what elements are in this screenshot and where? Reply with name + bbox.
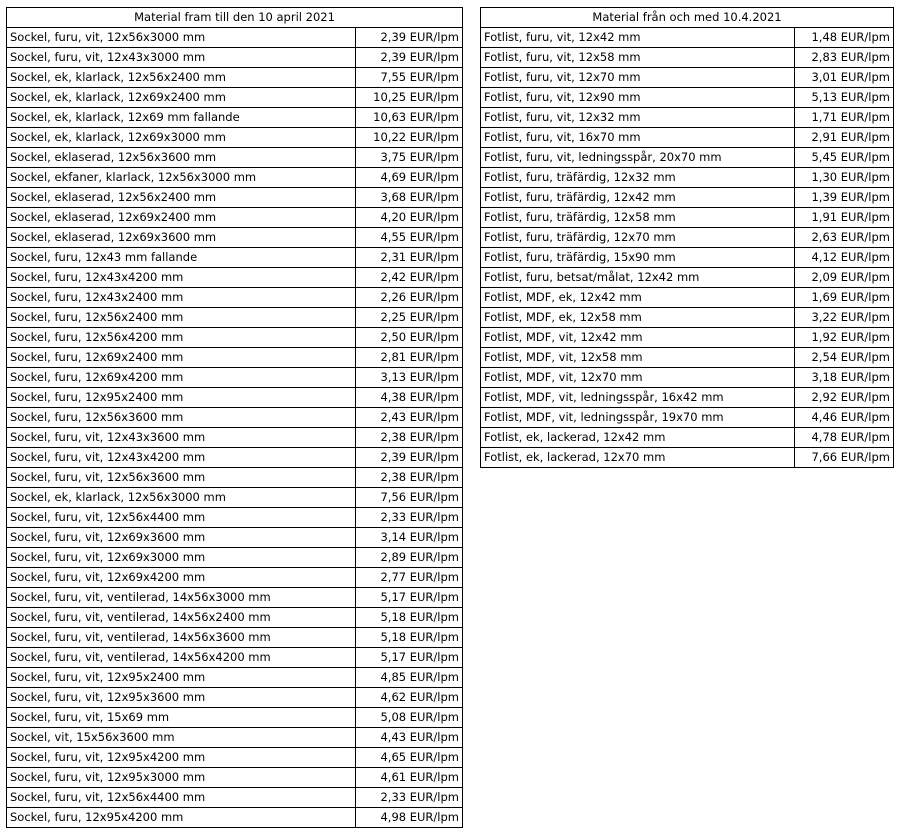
table-row	[7, 548, 463, 568]
table-row	[481, 348, 894, 368]
price-cell: 2,25 EUR/lpm	[356, 308, 463, 328]
product-name-cell: Sockel, furu, vit, 12x69x4200 mm	[7, 568, 356, 588]
price-cell: 5,17 EUR/lpm	[356, 588, 463, 608]
price-cell: 2,50 EUR/lpm	[356, 328, 463, 348]
price-cell: 4,38 EUR/lpm	[356, 388, 463, 408]
product-name-cell: Sockel, furu, vit, 12x95x3000 mm	[7, 768, 356, 788]
product-name-cell: Sockel, furu, 12x69x4200 mm	[7, 368, 356, 388]
table-row	[7, 648, 463, 668]
product-name-cell: Sockel, furu, vit, 12x56x3000 mm	[7, 28, 356, 48]
table-row	[7, 628, 463, 648]
table-row	[7, 808, 463, 828]
price-cell: 7,56 EUR/lpm	[356, 488, 463, 508]
price-cell: 2,63 EUR/lpm	[795, 228, 894, 248]
product-name-cell: Sockel, ek, klarlack, 12x69 mm fallande	[7, 108, 356, 128]
price-cell: 4,55 EUR/lpm	[356, 228, 463, 248]
table-row	[7, 488, 463, 508]
price-cell: 2,38 EUR/lpm	[356, 468, 463, 488]
table-row	[481, 288, 894, 308]
product-name-cell: Fotlist, furu, vit, 12x42 mm	[481, 28, 795, 48]
product-name-cell: Sockel, vit, 15x56x3600 mm	[7, 728, 356, 748]
price-cell: 5,13 EUR/lpm	[795, 88, 894, 108]
table-row	[481, 48, 894, 68]
product-name-cell: Sockel, furu, 12x56x2400 mm	[7, 308, 356, 328]
product-name-cell: Fotlist, MDF, vit, ledningsspår, 16x42 mm	[481, 388, 795, 408]
table-row	[7, 108, 463, 128]
table-row	[7, 88, 463, 108]
table-row	[7, 468, 463, 488]
price-cell: 3,01 EUR/lpm	[795, 68, 894, 88]
price-cell: 2,09 EUR/lpm	[795, 268, 894, 288]
table-header: Material från och med 10.4.2021	[481, 8, 894, 28]
table-row	[481, 88, 894, 108]
price-cell: 4,78 EUR/lpm	[795, 428, 894, 448]
table-header: Material fram till den 10 april 2021	[7, 8, 463, 28]
product-name-cell: Sockel, eklaserad, 12x69x3600 mm	[7, 228, 356, 248]
table-row	[481, 248, 894, 268]
product-name-cell: Sockel, furu, vit, ventilerad, 14x56x3600 mm	[7, 628, 356, 648]
table-row	[7, 388, 463, 408]
price-cell: 2,33 EUR/lpm	[356, 788, 463, 808]
product-name-cell: Fotlist, furu, vit, 12x90 mm	[481, 88, 795, 108]
price-cell: 3,22 EUR/lpm	[795, 308, 894, 328]
product-name-cell: Fotlist, ek, lackerad, 12x42 mm	[481, 428, 795, 448]
table-row	[481, 108, 894, 128]
price-cell: 5,17 EUR/lpm	[356, 648, 463, 668]
product-name-cell: Fotlist, MDF, vit, 12x70 mm	[481, 368, 795, 388]
product-name-cell: Sockel, ek, klarlack, 12x56x3000 mm	[7, 488, 356, 508]
product-name-cell: Sockel, furu, vit, 12x56x4400 mm	[7, 508, 356, 528]
product-name-cell: Sockel, furu, vit, 12x95x2400 mm	[7, 668, 356, 688]
product-name-cell: Sockel, eklaserad, 12x69x2400 mm	[7, 208, 356, 228]
price-cell: 2,39 EUR/lpm	[356, 448, 463, 468]
table-header-row	[481, 8, 894, 28]
product-name-cell: Sockel, furu, 12x56x3600 mm	[7, 408, 356, 428]
table-row	[7, 208, 463, 228]
table-row	[481, 168, 894, 188]
product-name-cell: Sockel, ekfaner, klarlack, 12x56x3000 mm	[7, 168, 356, 188]
table-row	[7, 668, 463, 688]
table-row	[7, 688, 463, 708]
table-row	[7, 608, 463, 628]
price-cell: 2,26 EUR/lpm	[356, 288, 463, 308]
price-cell: 4,12 EUR/lpm	[795, 248, 894, 268]
price-cell: 4,85 EUR/lpm	[356, 668, 463, 688]
table-row	[481, 228, 894, 248]
price-cell: 10,25 EUR/lpm	[356, 88, 463, 108]
price-table-before	[6, 7, 463, 828]
product-name-cell: Sockel, furu, 12x43x4200 mm	[7, 268, 356, 288]
product-name-cell: Sockel, ek, klarlack, 12x69x2400 mm	[7, 88, 356, 108]
product-name-cell: Sockel, furu, 12x56x4200 mm	[7, 328, 356, 348]
product-name-cell: Fotlist, MDF, vit, 12x42 mm	[481, 328, 795, 348]
product-name-cell: Sockel, furu, vit, 12x95x4200 mm	[7, 748, 356, 768]
table-row	[481, 408, 894, 428]
product-name-cell: Sockel, furu, vit, 12x95x3600 mm	[7, 688, 356, 708]
table-row	[7, 228, 463, 248]
price-cell: 2,89 EUR/lpm	[356, 548, 463, 568]
price-cell: 4,98 EUR/lpm	[356, 808, 463, 828]
product-name-cell: Sockel, furu, vit, 12x43x3000 mm	[7, 48, 356, 68]
table-row	[7, 508, 463, 528]
table-row	[481, 208, 894, 228]
product-name-cell: Fotlist, MDF, ek, 12x42 mm	[481, 288, 795, 308]
product-name-cell: Fotlist, MDF, vit, ledningsspår, 19x70 mm	[481, 408, 795, 428]
product-name-cell: Sockel, furu, vit, 12x56x3600 mm	[7, 468, 356, 488]
product-name-cell: Fotlist, furu, betsat/målat, 12x42 mm	[481, 268, 795, 288]
table-row	[481, 368, 894, 388]
table-row	[7, 48, 463, 68]
table-row	[7, 768, 463, 788]
price-cell: 2,43 EUR/lpm	[356, 408, 463, 428]
price-cell: 2,33 EUR/lpm	[356, 508, 463, 528]
table-row	[7, 248, 463, 268]
table-row	[481, 188, 894, 208]
price-cell: 1,91 EUR/lpm	[795, 208, 894, 228]
product-name-cell: Fotlist, ek, lackerad, 12x70 mm	[481, 448, 795, 468]
price-cell: 2,91 EUR/lpm	[795, 128, 894, 148]
price-cell: 7,55 EUR/lpm	[356, 68, 463, 88]
price-cell: 2,92 EUR/lpm	[795, 388, 894, 408]
table-row	[481, 28, 894, 48]
price-cell: 3,68 EUR/lpm	[356, 188, 463, 208]
product-name-cell: Sockel, furu, 12x95x2400 mm	[7, 388, 356, 408]
table-row	[7, 328, 463, 348]
product-name-cell: Fotlist, furu, vit, 12x58 mm	[481, 48, 795, 68]
product-name-cell: Sockel, furu, vit, ventilerad, 14x56x3000 mm	[7, 588, 356, 608]
product-name-cell: Sockel, furu, vit, 12x43x4200 mm	[7, 448, 356, 468]
price-cell: 3,75 EUR/lpm	[356, 148, 463, 168]
price-cell: 1,71 EUR/lpm	[795, 108, 894, 128]
price-cell: 1,30 EUR/lpm	[795, 168, 894, 188]
price-cell: 5,45 EUR/lpm	[795, 148, 894, 168]
product-name-cell: Sockel, furu, vit, ventilerad, 14x56x4200 mm	[7, 648, 356, 668]
table-row	[481, 148, 894, 168]
table-row	[7, 788, 463, 808]
product-name-cell: Fotlist, furu, vit, 12x32 mm	[481, 108, 795, 128]
table-row	[7, 588, 463, 608]
price-cell: 2,39 EUR/lpm	[356, 28, 463, 48]
table-row	[7, 348, 463, 368]
price-cell: 1,92 EUR/lpm	[795, 328, 894, 348]
product-name-cell: Sockel, eklaserad, 12x56x2400 mm	[7, 188, 356, 208]
price-cell: 4,43 EUR/lpm	[356, 728, 463, 748]
price-cell: 10,22 EUR/lpm	[356, 128, 463, 148]
product-name-cell: Fotlist, furu, träfärdig, 15x90 mm	[481, 248, 795, 268]
price-cell: 1,48 EUR/lpm	[795, 28, 894, 48]
price-cell: 1,69 EUR/lpm	[795, 288, 894, 308]
price-cell: 2,81 EUR/lpm	[356, 348, 463, 368]
price-cell: 4,20 EUR/lpm	[356, 208, 463, 228]
product-name-cell: Fotlist, furu, träfärdig, 12x32 mm	[481, 168, 795, 188]
product-name-cell: Fotlist, furu, vit, ledningsspår, 20x70 mm	[481, 148, 795, 168]
table-row	[7, 528, 463, 548]
table-row	[481, 308, 894, 328]
price-cell: 2,38 EUR/lpm	[356, 428, 463, 448]
table-row	[7, 308, 463, 328]
price-cell: 5,08 EUR/lpm	[356, 708, 463, 728]
table-row	[7, 748, 463, 768]
price-cell: 2,77 EUR/lpm	[356, 568, 463, 588]
product-name-cell: Sockel, furu, vit, 12x69x3000 mm	[7, 548, 356, 568]
table-row	[7, 408, 463, 428]
product-name-cell: Sockel, eklaserad, 12x56x3600 mm	[7, 148, 356, 168]
price-cell: 3,14 EUR/lpm	[356, 528, 463, 548]
price-cell: 2,39 EUR/lpm	[356, 48, 463, 68]
product-name-cell: Sockel, ek, klarlack, 12x69x3000 mm	[7, 128, 356, 148]
table-row	[481, 268, 894, 288]
price-cell: 7,66 EUR/lpm	[795, 448, 894, 468]
product-name-cell: Sockel, furu, vit, ventilerad, 14x56x2400 mm	[7, 608, 356, 628]
table-row	[481, 448, 894, 468]
price-cell: 1,39 EUR/lpm	[795, 188, 894, 208]
product-name-cell: Fotlist, MDF, ek, 12x58 mm	[481, 308, 795, 328]
product-name-cell: Fotlist, furu, träfärdig, 12x42 mm	[481, 188, 795, 208]
table-row	[7, 288, 463, 308]
table-row	[7, 708, 463, 728]
product-name-cell: Sockel, furu, 12x95x4200 mm	[7, 808, 356, 828]
table-row	[7, 448, 463, 468]
table-row	[7, 728, 463, 748]
price-cell: 4,69 EUR/lpm	[356, 168, 463, 188]
table-row	[481, 128, 894, 148]
price-cell: 10,63 EUR/lpm	[356, 108, 463, 128]
price-cell: 2,42 EUR/lpm	[356, 268, 463, 288]
table-row	[481, 68, 894, 88]
product-name-cell: Sockel, furu, vit, 15x69 mm	[7, 708, 356, 728]
product-name-cell: Fotlist, furu, träfärdig, 12x70 mm	[481, 228, 795, 248]
table-row	[7, 28, 463, 48]
table-row	[7, 168, 463, 188]
price-cell: 2,83 EUR/lpm	[795, 48, 894, 68]
price-cell: 5,18 EUR/lpm	[356, 628, 463, 648]
price-cell: 3,13 EUR/lpm	[356, 368, 463, 388]
price-table-after	[480, 7, 894, 468]
product-name-cell: Sockel, furu, vit, 12x56x4400 mm	[7, 788, 356, 808]
product-name-cell: Sockel, furu, 12x43 mm fallande	[7, 248, 356, 268]
product-name-cell: Fotlist, furu, vit, 12x70 mm	[481, 68, 795, 88]
price-cell: 4,61 EUR/lpm	[356, 768, 463, 788]
table-row	[481, 428, 894, 448]
table-row	[7, 148, 463, 168]
product-name-cell: Sockel, furu, vit, 12x43x3600 mm	[7, 428, 356, 448]
price-cell: 3,18 EUR/lpm	[795, 368, 894, 388]
table-row	[7, 428, 463, 448]
product-name-cell: Sockel, furu, 12x43x2400 mm	[7, 288, 356, 308]
table-row	[7, 368, 463, 388]
product-name-cell: Fotlist, furu, vit, 16x70 mm	[481, 128, 795, 148]
table-row	[481, 328, 894, 348]
table-header-row	[7, 8, 463, 28]
product-name-cell: Sockel, furu, vit, 12x69x3600 mm	[7, 528, 356, 548]
table-row	[481, 388, 894, 408]
table-row	[7, 128, 463, 148]
price-cell: 5,18 EUR/lpm	[356, 608, 463, 628]
product-name-cell: Fotlist, furu, träfärdig, 12x58 mm	[481, 208, 795, 228]
product-name-cell: Fotlist, MDF, vit, 12x58 mm	[481, 348, 795, 368]
price-cell: 2,31 EUR/lpm	[356, 248, 463, 268]
table-row	[7, 68, 463, 88]
table-row	[7, 568, 463, 588]
price-cell: 4,62 EUR/lpm	[356, 688, 463, 708]
price-cell: 4,46 EUR/lpm	[795, 408, 894, 428]
table-row	[7, 268, 463, 288]
product-name-cell: Sockel, ek, klarlack, 12x56x2400 mm	[7, 68, 356, 88]
table-row	[7, 188, 463, 208]
product-name-cell: Sockel, furu, 12x69x2400 mm	[7, 348, 356, 368]
price-cell: 2,54 EUR/lpm	[795, 348, 894, 368]
price-cell: 4,65 EUR/lpm	[356, 748, 463, 768]
